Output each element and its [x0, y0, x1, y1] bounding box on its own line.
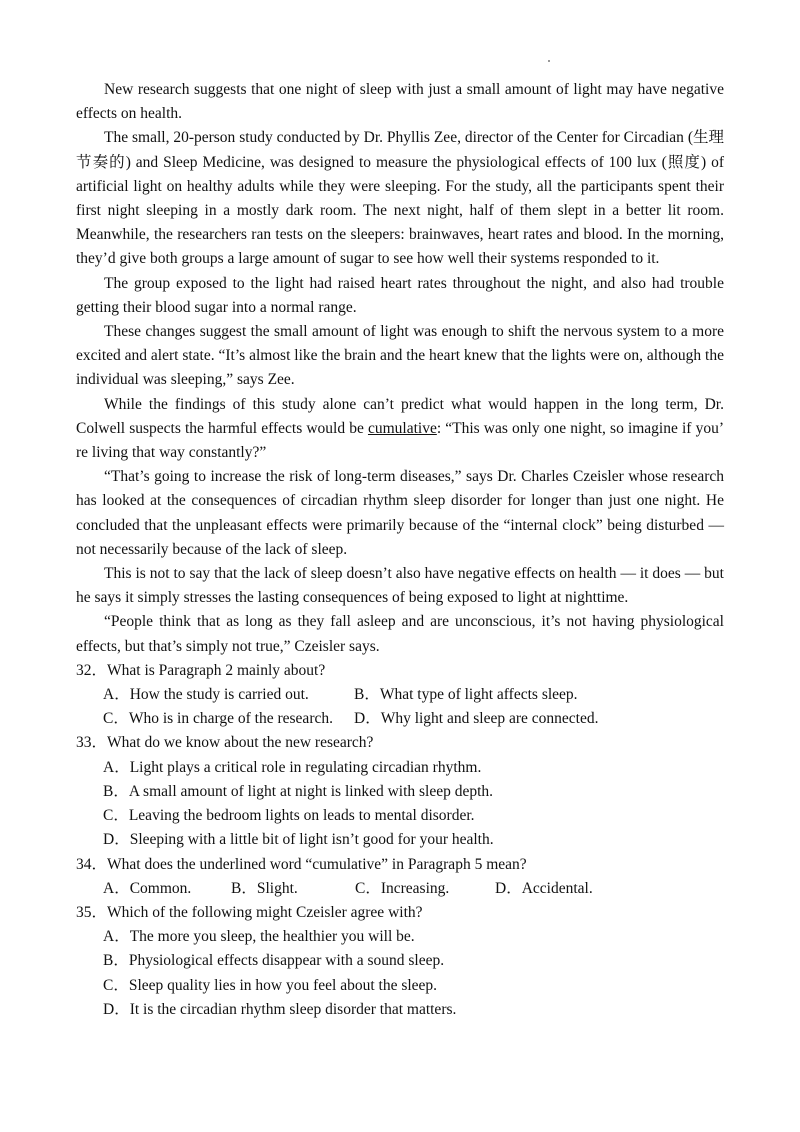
question-35-option-a: A．The more you sleep, the healthier you will be. — [103, 928, 415, 946]
question-34-option-c: C．Increasing. — [355, 879, 450, 897]
question-33-stem: 33．What do we know about the new research? — [76, 734, 374, 752]
paragraph-1: New research suggests that one night of sleep with just a small amount of light may have negative effects on health. — [76, 81, 724, 123]
question-34-option-b: B．Slight. — [231, 879, 298, 897]
question-35-option-b: B．Physiological effects disappear with a sound sleep. — [103, 952, 445, 970]
question-32-stem: 32．What is Paragraph 2 mainly about? — [76, 661, 326, 679]
paragraph-8: “People think that as long as they fall asleep and are unconscious, it’s not having physiological effects, but that’s simply not true,” Czeisler says. — [76, 613, 724, 655]
question-33-option-b: B．A small amount of light at night is linked with sleep depth. — [103, 782, 494, 800]
paragraph-5-before: While the findings of this study alone can’t predict what would happen in the long term, Dr. Colwell suspects the harmful effects would be — [76, 395, 724, 437]
paragraph-6: “That’s going to increase the risk of long-term diseases,” says Dr. Charles Czeisler whose research has looked at the consequences of circadian rhythm sleep disorder for longer than just one night. He concluded that the unpleasant effects were primarily because of the “internal clock” being disturbed — not necessarily because of the lack of sleep. — [76, 468, 724, 558]
question-32-option-c: C．Who is in charge of the research. — [103, 710, 333, 728]
question-35-options — [76, 925, 724, 1022]
paragraph-4: These changes suggest the small amount of light was enough to shift the nervous system to a more excited and alert state. “It’s almost like the brain and the heart knew that the lights were on, although the individual was sleeping,” says Zee. — [76, 323, 724, 389]
question-34-stem: 34．What does the underlined word “cumulative” in Paragraph 5 mean? — [76, 855, 527, 873]
paragraph-2: The small, 20-person study conducted by Dr. Phyllis Zee, director of the Center for Circadian (生理节奏的) and Sleep Medicine, was designed to measure the physiological effects of 100 lux (照度) of artificial light on healthy adults while they were sleeping. For the study, all the participants spent their first night sleeping in a mostly dark room. The next night, half of them slept in a better lit room. Meanwhile, the researchers ran tests on the sleepers: brainwaves, heart rates and blood. In the morning, they’d give both groups a large amount of sugar to see how well their systems responded to it. — [76, 129, 724, 268]
question-32-options — [76, 683, 724, 731]
question-35-option-d: D．It is the circadian rhythm sleep disorder that matters. — [103, 1000, 457, 1018]
paragraph-5-after: : “This was only one night, so imagine if you’ re living that way constantly?” — [76, 419, 724, 462]
underlined-word-cumulative: cumulative — [367, 419, 437, 437]
question-34-option-d: D．Accidental. — [495, 879, 593, 897]
question-32-option-a: A．How the study is carried out. — [103, 686, 309, 704]
scan-dot — [548, 60, 550, 62]
question-33-options — [76, 756, 724, 853]
question-33-option-d: D．Sleeping with a little bit of light isn’t good for your health. — [103, 831, 494, 849]
document-page — [76, 78, 724, 1022]
paragraph-3: The group exposed to the light had raised heart rates throughout the night, and also had trouble getting their blood sugar into a normal range. — [76, 274, 724, 316]
question-33-option-c: C．Leaving the bedroom lights on leads to mental disorder. — [103, 807, 475, 825]
question-33-option-a: A．Light plays a critical role in regulating circadian rhythm. — [103, 758, 482, 776]
paragraph-7: This is not to say that the lack of sleep doesn’t also have negative effects on health — it does — but he says it simply stresses the lasting consequences of being exposed to light at nighttime. — [76, 565, 724, 607]
question-35-option-c: C．Sleep quality lies in how you feel about the sleep. — [103, 976, 438, 994]
question-34-option-a: A．Common. — [103, 879, 192, 897]
question-35-stem: 35．Which of the following might Czeisler agree with? — [76, 903, 423, 921]
question-32-option-d: D．Why light and sleep are connected. — [354, 710, 599, 728]
question-32-option-b: B．What type of light affects sleep. — [354, 686, 578, 704]
paragraph-5 — [76, 393, 724, 466]
question-34-options — [76, 877, 724, 901]
